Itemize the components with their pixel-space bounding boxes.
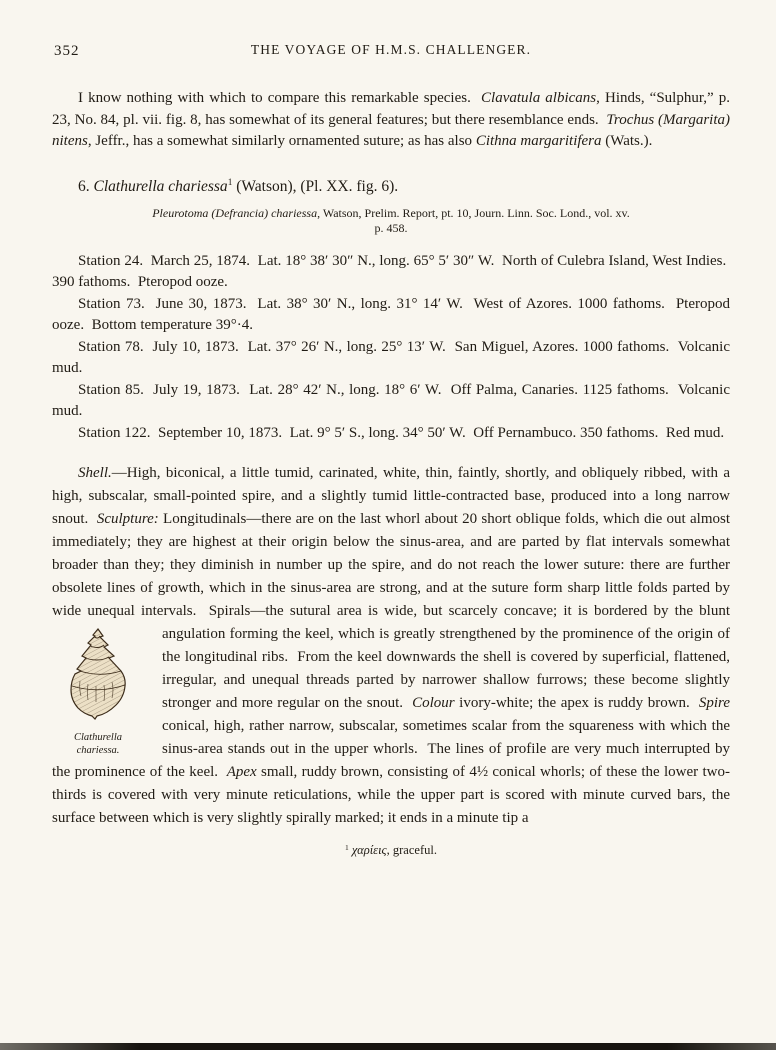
page-bottom-edge [0,1043,776,1050]
footnote: $^1$ χαρίεις, graceful. [345,842,437,857]
page-header [52,42,730,62]
species-description [52,462,730,830]
citation-block [52,206,730,237]
description-part2: origin of the longitudinal ribs. From the keel downwards the shell is covered by superficial, flattened, irregular, and unequal threads parted by narrower shallow furrows; these become slightly stronger and more regular on the snout. Colour ivory-white; the apex is ruddy brown. Spire conical, high, rather narrow, subscalar, sometimes scalar from the squareness with which the sinus-area stands out in the upper whorls. The lines of profile are very much interrupted by the prominence of the keel. Apex small, ruddy brown, consisting of 4½ conical whorls; of these the lower two-thirds is covered with very minute reticulations, while the upper part is scored with minute curved bars, the surface between which is very slightly spirally marked; it ends in a minute tip a [52,626,730,826]
station-entry: Station 73. June 30, 1873. Lat. 38° 30′ N., long. 31° 14′ W. West of Azores. 1000 fathoms. Pteropod ooze. Bottom temperature 39°·4. [52,295,730,333]
shell-illustration-icon [54,626,142,722]
figure-caption-line2: chariessa. [76,744,120,756]
species-heading: 6. Clathurella chariessa$^1$ (Watson), (Pl. XX. fig. 6). [78,177,399,195]
shell-figure [52,626,144,757]
citation-page-ref: p. 458. [374,221,408,235]
station-entry: Station 78. July 10, 1873. Lat. 37° 26′ N., long. 25° 13′ W. San Miguel, Azores. 1000 fathoms. Volcanic mud. [52,338,730,376]
figure-caption [52,732,144,757]
station-entry: Station 85. July 19, 1873. Lat. 28° 42′ N., long. 18° 6′ W. Off Palma, Canaries. 1125 fathoms. Volcanic mud. [52,381,730,419]
description-part1: Shell.—High, biconical, a little tumid, carinated, white, thin, faintly, shortly, and obliquely ribbed, with a high, subscalar, small-pointed spire, and a slightly tumid little-contracted base, produced into a long narrow snout. Sculpture: Longitudinals—there are on the last whorl about 20 short oblique folds, which die out almost immediately; they are highest at their origin below the sinus-area, and are parted by flat intervals somewhat broader than they; they diminish in number up the spire, and do not reach the lower suture: there are further obsolete lines of growth, which in the sinus-area are strong, and at the suture form sharp little folds parted by wide unequal intervals. Spirals—the sutural area is wide, but scarcely concave; it is bordered by the blunt angulation forming the keel, which is greatly strengthened by the prominence of the [52,465,730,642]
citation-line: Pleurotoma (Defrancia) chariessa, Watson, Prelim. Report, pt. 10, Journ. Linn. Soc. Lond., vol. xv. [152,205,630,220]
figure-caption-line1: Clathurella [73,732,123,743]
station-list [52,251,730,445]
running-title: THE VOYAGE OF H.M.S. CHALLENGER. [250,42,532,57]
intro-paragraph: I know nothing with which to compare this remarkable species. Clavatula albicans, Hinds, “Sulphur,” p. 23, No. 84, pl. vii. fig. 8, has somewhat of its general features; but there resemblance ends. Trochus (Margarita) nitens, Jeffr., has a somewhat similarly ornamented suture; as has also Cithna margaritifera (Wats.). [52,90,730,149]
station-entry: Station 24. March 25, 1874. Lat. 18° 38′ 30″ N., long. 65° 5′ 30″ W. North of Culebra Island, West Indies. 390 fathoms. Pteropod ooze. [52,252,730,290]
station-entry: Station 122. September 10, 1873. Lat. 9° 5′ S., long. 34° 50′ W. Off Pernambuco. 350 fathoms. Red mud. [78,424,725,441]
page-number: 352 [54,43,80,59]
